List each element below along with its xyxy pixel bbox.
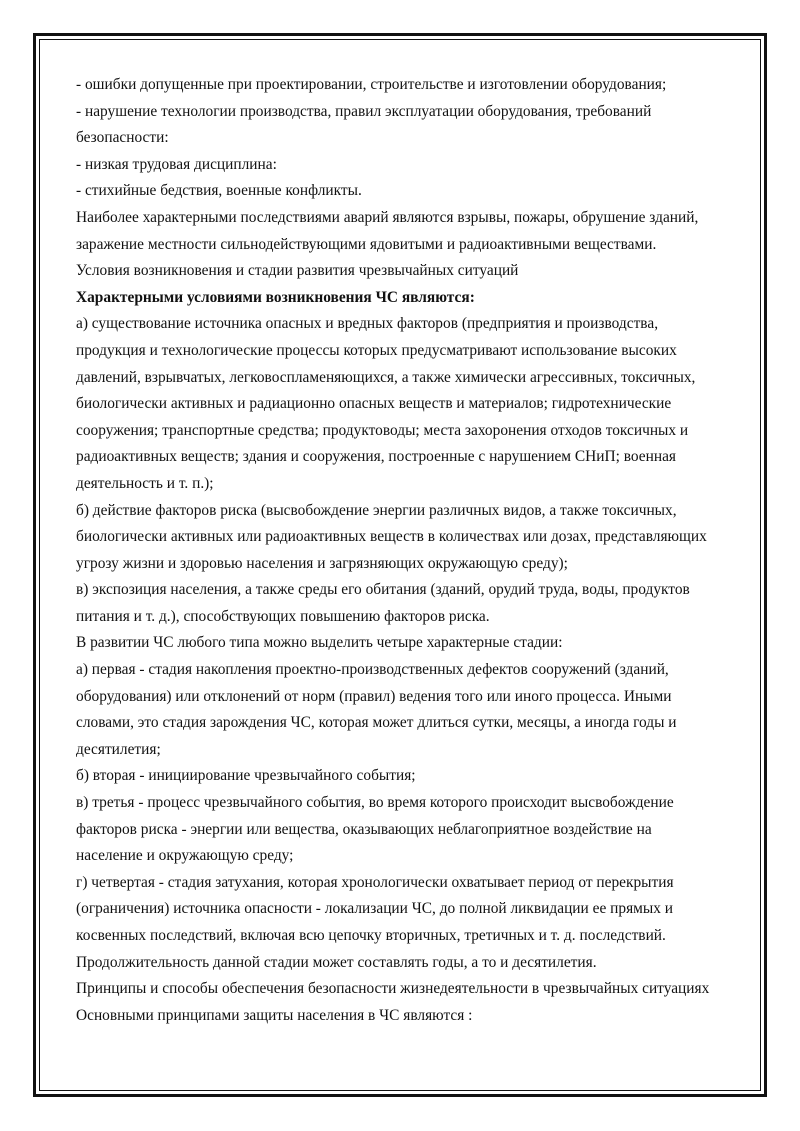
text-line: - стихийные бедствия, военные конфликты. (76, 182, 362, 200)
text-line: Основными принципами защиты населения в ЧС являются : (76, 1006, 473, 1024)
text-line: продукция и технологические процессы которых предусматривают использование высоких (76, 341, 677, 359)
text-line: десятилетия; (76, 740, 161, 758)
text-line: Наиболее характерными последствиями аварий являются взрывы, пожары, обрушение зданий, (76, 208, 699, 226)
text-line: биологически активных и радиационно опасных веществ и материалов; гидротехнические (76, 395, 672, 413)
text-line: население и окружающую среду; (76, 847, 294, 865)
text-line: - низкая трудовая дисциплина: (76, 155, 277, 173)
section-heading: Характерными условиями возникновения ЧС являются: (76, 288, 475, 306)
text-line: - ошибки допущенные при проектировании, строительстве и изготовлении оборудования; (76, 76, 667, 93)
text-line: безопасности: (76, 129, 169, 147)
text-line: косвенных последствий, включая всю цепочку вторичных, третичных и т. д. последствий. (76, 927, 666, 944)
text-line: В развитии ЧС любого типа можно выделить четыре характерные стадии: (76, 634, 563, 652)
text-line: Продолжительность данной стадии может составлять годы, а то и десятилетия. (76, 953, 597, 971)
text-line: Принципы и способы обеспечения безопасности жизнедеятельности в чрезвычайных ситуациях (76, 980, 710, 998)
text-line: радиоактивных веществ; здания и сооружения, построенные с нарушением СНиП; военная (76, 448, 677, 466)
text-line: оборудования) или отклонений от норм (правил) ведения того или иного процесса. Иными (76, 687, 672, 705)
text-line: а) первая - стадия накопления проектно-производственных дефектов сооружений (зданий, (76, 661, 669, 679)
text-line: (ограничения) источника опасности - локализации ЧС, до полной ликвидации ее прямых и (76, 900, 674, 918)
text-line: давлений, взрывчатых, легковоспламеняющихся, а также химически агрессивных, токсичных, (76, 368, 696, 386)
text-line: - нарушение технологии производства, правил эксплуатации оборудования, требований (76, 102, 652, 120)
text-line: биологически активных или радиоактивных веществ в количествах или дозах, представляющих (76, 528, 707, 546)
text-line: сооружения; транспортные средства; продуктоводы; места захоронения отходов токсичных и (76, 421, 689, 439)
document-body (76, 72, 736, 1029)
text-line: а) существование источника опасных и вредных факторов (предприятия и производства, (76, 315, 659, 333)
text-line: питания и т. д.), способствующих повышению факторов риска. (76, 607, 490, 625)
text-line: заражение местности сильнодействующими ядовитыми и радиоактивными веществами. (76, 235, 657, 253)
text-line: б) действие факторов риска (высвобождение энергии различных видов, а также токсичных, (76, 501, 677, 519)
text-line: угрозу жизни и здоровью населения и загрязняющих окружающую среду); (76, 554, 568, 572)
text-line: деятельность и т. п.); (76, 474, 214, 492)
text-line: факторов риска - энергии или вещества, оказывающих неблагоприятное воздействие на (76, 820, 652, 838)
text-line: в) экспозиция населения, а также среды его обитания (зданий, орудий труда, воды, продуктов (76, 581, 690, 599)
text-line: б) вторая - инициирование чрезвычайного события; (76, 767, 416, 785)
text-line: Условия возникновения и стадии развития чрезвычайных ситуаций (76, 262, 519, 280)
text-line: в) третья - процесс чрезвычайного события, во время которого происходит высвобождение (76, 794, 674, 812)
text-line: словами, это стадия зарождения ЧС, которая может длиться сутки, месяцы, а иногда годы и (76, 714, 677, 732)
text-line: г) четвертая - стадия затухания, которая хронологически охватывает период от перекрытия (76, 873, 674, 891)
